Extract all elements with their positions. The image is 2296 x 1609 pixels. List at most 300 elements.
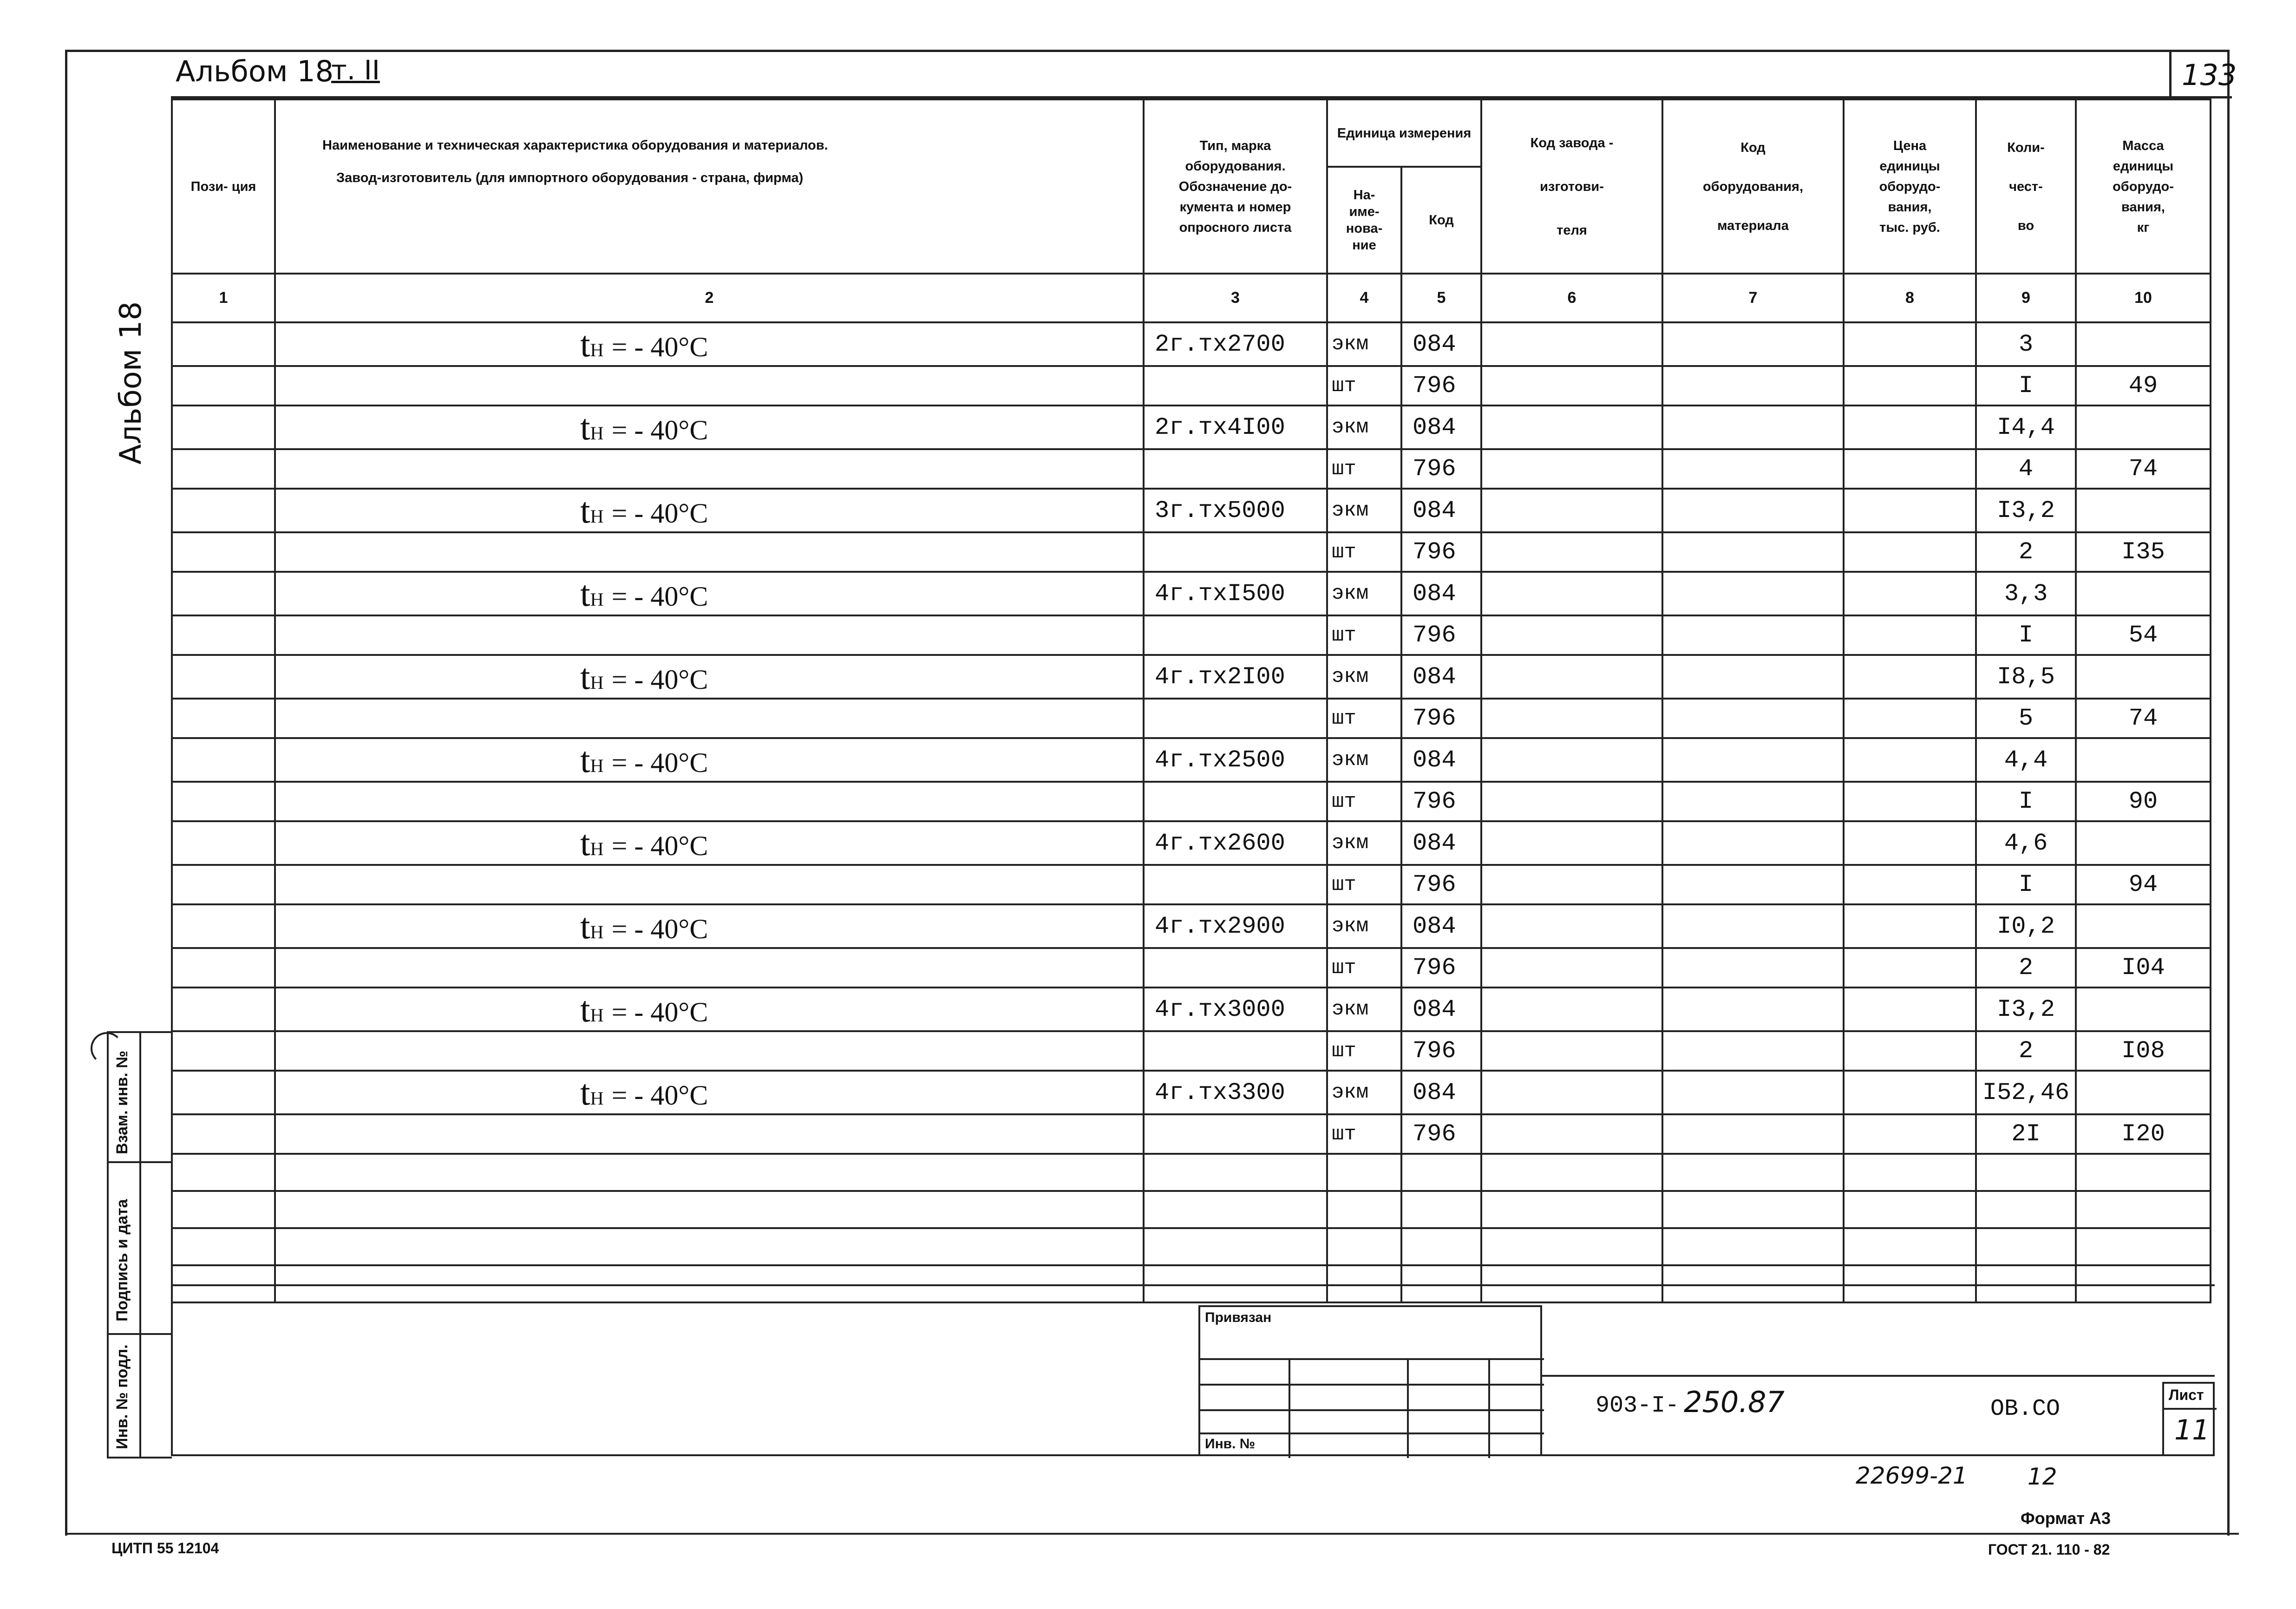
col-price-line: вания, — [1888, 199, 1932, 215]
corner-notch-icon — [91, 1032, 123, 1065]
cell-mass: 90 — [2076, 782, 2211, 821]
item-temp-value: = - 40°C — [611, 415, 708, 445]
cell-price — [1844, 1031, 1976, 1071]
cell-price — [1844, 572, 1976, 615]
item-row-main — [172, 489, 2211, 532]
cell-position — [172, 988, 275, 1031]
cell-type — [1144, 532, 1327, 572]
cell-position — [172, 366, 275, 406]
item-temp-value: = - 40°C — [611, 747, 708, 778]
cell-unit-code: 796 — [1401, 865, 1481, 904]
col-equip-code-line: Код — [1740, 140, 1766, 155]
privyazan-line — [1200, 1384, 1544, 1386]
col-type-line: Обозначение до- — [1178, 179, 1292, 194]
cell-type: 4г.тх2500 — [1144, 738, 1327, 782]
item-temp-subscript: Н — [590, 423, 605, 444]
col-equip-code-line: материала — [1717, 218, 1789, 233]
item-temp-subscript: Н — [590, 922, 605, 942]
item-row-unit — [172, 865, 2211, 904]
col-price-header — [1844, 99, 1976, 274]
cell-type — [1144, 699, 1327, 738]
col-price-line: Цена — [1893, 138, 1927, 153]
cell-item-name — [275, 489, 1144, 532]
cell-price — [1844, 865, 1976, 904]
cell-mass — [2076, 489, 2211, 532]
cell-position — [172, 406, 275, 449]
col-number: 8 — [1844, 274, 1976, 322]
item-temp-symbol: t — [580, 573, 590, 614]
item-temp-symbol: t — [580, 906, 590, 946]
cell-type: 4г.тх3300 — [1144, 1071, 1327, 1114]
cell-unit: экм — [1327, 406, 1401, 449]
item-temp-symbol: t — [580, 490, 590, 530]
cell-quantity: I — [1976, 782, 2076, 821]
col-number: 9 — [1976, 274, 2076, 322]
cell-item-name — [275, 449, 1144, 489]
col-number: 10 — [2076, 274, 2211, 322]
col-number: 4 — [1327, 274, 1401, 322]
cell-equip-code — [1662, 865, 1844, 904]
cell-mass: 49 — [2076, 366, 2211, 406]
col-unit-code-header: Код — [1401, 167, 1481, 274]
cell-quantity: I — [1976, 865, 2076, 904]
cell-unit-code: 084 — [1401, 322, 1481, 366]
side-stamp-inner-line — [139, 1031, 141, 1459]
item-row-unit — [172, 948, 2211, 988]
cell-unit: шт — [1327, 948, 1401, 988]
archive-sheet: 12 — [2028, 1463, 2057, 1490]
cell-type: 3г.тх5000 — [1144, 489, 1327, 532]
cell-factory-code — [1481, 782, 1662, 821]
col-unit-group-header: Единица измерения — [1327, 99, 1481, 167]
cell-mass: 74 — [2076, 699, 2211, 738]
cell-unit: шт — [1327, 1114, 1401, 1154]
album-label: Альбом 18 — [176, 54, 334, 88]
cell-factory-code — [1481, 366, 1662, 406]
item-temp-value: = - 40°C — [611, 914, 708, 944]
cell-factory-code — [1481, 615, 1662, 655]
col-name-title-2: Завод-изготовитель (для импортного оборудования - страна, фирма) — [336, 170, 804, 185]
cell-equip-code — [1662, 1071, 1844, 1114]
sheet-header — [171, 50, 2168, 96]
item-row-unit — [172, 1114, 2211, 1154]
cell-factory-code — [1481, 532, 1662, 572]
footer-left-code: ЦИТП 55 12104 — [111, 1540, 219, 1557]
cell-unit: экм — [1327, 738, 1401, 782]
cell-unit-code: 084 — [1401, 738, 1481, 782]
cell-item-name — [275, 322, 1144, 366]
col-number: 7 — [1662, 274, 1844, 322]
cell-price — [1844, 366, 1976, 406]
cell-item-name — [275, 865, 1144, 904]
cell-unit: экм — [1327, 904, 1401, 948]
cell-quantity: I3,2 — [1976, 988, 2076, 1031]
cell-type: 4г.тх3000 — [1144, 988, 1327, 1031]
col-unit-name-line: нова- — [1346, 221, 1383, 236]
col-price-line: единицы — [1879, 158, 1940, 174]
col-name-header — [275, 99, 1144, 274]
col-mass-header — [2076, 99, 2211, 274]
empty-rows — [172, 1154, 2211, 1302]
cell-item-name — [275, 699, 1144, 738]
item-temp-value: = - 40°C — [611, 1080, 708, 1111]
cell-factory-code — [1481, 322, 1662, 366]
cell-equip-code — [1662, 615, 1844, 655]
cell-price — [1844, 532, 1976, 572]
cell-position — [172, 1114, 275, 1154]
item-row-unit — [172, 366, 2211, 406]
col-type-line: опросного листа — [1179, 220, 1292, 235]
cell-mass: 94 — [2076, 865, 2211, 904]
cell-price — [1844, 449, 1976, 489]
cell-item-name — [275, 1114, 1144, 1154]
cell-position — [172, 865, 275, 904]
col-type-header — [1144, 99, 1327, 274]
cell-type — [1144, 1114, 1327, 1154]
col-mass-line: кг — [2137, 220, 2150, 235]
cell-mass — [2076, 322, 2211, 366]
cell-factory-code — [1481, 1071, 1662, 1114]
doc-code-prefix: 903-I- — [1596, 1393, 1680, 1419]
cell-unit: шт — [1327, 532, 1401, 572]
col-number: 3 — [1144, 274, 1327, 322]
col-qty-line: во — [2017, 218, 2034, 233]
doc-code-number: 250.87 — [1684, 1385, 1785, 1419]
item-temp-symbol: t — [580, 324, 590, 364]
cell-mass — [2076, 572, 2211, 615]
cell-unit-code: 084 — [1401, 1071, 1481, 1114]
col-qty-header — [1976, 99, 2076, 274]
cell-factory-code — [1481, 655, 1662, 699]
col-price-line: тыс. руб. — [1879, 220, 1940, 235]
cell-type: 4г.тх2900 — [1144, 904, 1327, 948]
col-factory-line: изготови- — [1540, 179, 1604, 194]
cell-position — [172, 1031, 275, 1071]
cell-factory-code — [1481, 449, 1662, 489]
cell-factory-code — [1481, 699, 1662, 738]
item-temp-symbol: t — [580, 656, 590, 697]
empty-row — [172, 1154, 2211, 1191]
item-row-main — [172, 738, 2211, 782]
col-price-line: оборудо- — [1879, 179, 1941, 194]
cell-factory-code — [1481, 821, 1662, 865]
cell-item-name — [275, 572, 1144, 615]
cell-factory-code — [1481, 1031, 1662, 1071]
cell-unit-code: 796 — [1401, 699, 1481, 738]
list-label: Лист — [2169, 1387, 2204, 1403]
cell-item-name — [275, 1031, 1144, 1071]
cell-equip-code — [1662, 699, 1844, 738]
cell-position — [172, 322, 275, 366]
cell-unit-code: 084 — [1401, 572, 1481, 615]
item-temp-subscript: Н — [590, 672, 605, 693]
cell-item-name — [275, 1071, 1144, 1114]
section-code: ОВ.СО — [1990, 1396, 2061, 1422]
cell-mass — [2076, 821, 2211, 865]
privyazan-vline — [1407, 1358, 1409, 1458]
privyazan-box — [1198, 1305, 1542, 1456]
item-temp-value: = - 40°C — [611, 581, 708, 612]
cell-unit: шт — [1327, 865, 1401, 904]
item-row-unit — [172, 782, 2211, 821]
cell-item-name — [275, 904, 1144, 948]
item-temp-symbol: t — [580, 823, 590, 863]
cell-equip-code — [1662, 988, 1844, 1031]
cell-quantity: I8,5 — [1976, 655, 2076, 699]
cell-position — [172, 821, 275, 865]
cell-item-name — [275, 532, 1144, 572]
cell-unit: экм — [1327, 655, 1401, 699]
doc-code-line — [1542, 1375, 2215, 1377]
cell-price — [1844, 699, 1976, 738]
cell-unit: шт — [1327, 782, 1401, 821]
item-temp-subscript: Н — [590, 838, 605, 859]
cell-item-name — [275, 366, 1144, 406]
col-mass-line: единицы — [2113, 158, 2174, 174]
cell-price — [1844, 1114, 1976, 1154]
cell-position — [172, 449, 275, 489]
privyazan-vline — [1289, 1358, 1290, 1458]
cell-unit: экм — [1327, 1071, 1401, 1114]
item-temp-symbol: t — [580, 989, 590, 1029]
cell-quantity: 5 — [1976, 699, 2076, 738]
cell-quantity: 4,6 — [1976, 821, 2076, 865]
cell-unit: шт — [1327, 366, 1401, 406]
col-type-line: кумента и номер — [1179, 199, 1291, 215]
cell-factory-code — [1481, 572, 1662, 615]
side-album-label: Альбом 18 — [114, 301, 148, 464]
cell-unit-code: 796 — [1401, 1031, 1481, 1071]
cell-price — [1844, 738, 1976, 782]
item-temp-subscript: Н — [590, 1005, 605, 1026]
cell-unit-code: 084 — [1401, 655, 1481, 699]
privyazan-line — [1200, 1409, 1544, 1411]
cell-equip-code — [1662, 532, 1844, 572]
cell-equip-code — [1662, 821, 1844, 865]
item-temp-value: = - 40°C — [611, 498, 708, 529]
sheet-frame-bottom — [65, 1533, 2239, 1535]
cell-price — [1844, 821, 1976, 865]
cell-quantity: 4 — [1976, 449, 2076, 489]
list-number: 11 — [2174, 1414, 2210, 1446]
item-temp-value: = - 40°C — [611, 997, 708, 1027]
archive-number: 22699-21 — [1856, 1462, 1968, 1489]
cell-mass — [2076, 1071, 2211, 1114]
item-temp-subscript: Н — [590, 506, 605, 527]
cell-mass — [2076, 655, 2211, 699]
cell-type — [1144, 615, 1327, 655]
cell-type — [1144, 1031, 1327, 1071]
cell-quantity: I52,46 — [1976, 1071, 2076, 1114]
cell-mass — [2076, 988, 2211, 1031]
item-row-main — [172, 655, 2211, 699]
volume-label: т. II — [331, 54, 380, 86]
item-temp-subscript: Н — [590, 755, 605, 776]
cell-type — [1144, 366, 1327, 406]
cell-unit-code: 796 — [1401, 1114, 1481, 1154]
stamp-vzam-label: Взам. инв. № — [113, 1050, 131, 1154]
cell-quantity: 2 — [1976, 948, 2076, 988]
cell-position — [172, 655, 275, 699]
cell-equip-code — [1662, 1114, 1844, 1154]
cell-factory-code — [1481, 738, 1662, 782]
cell-quantity: I0,2 — [1976, 904, 2076, 948]
cell-factory-code — [1481, 904, 1662, 948]
cell-equip-code — [1662, 322, 1844, 366]
col-position-title: Пози- ция — [190, 179, 256, 194]
cell-price — [1844, 406, 1976, 449]
item-row-unit — [172, 449, 2211, 489]
cell-quantity: 3,3 — [1976, 572, 2076, 615]
cell-type: 2г.тх4I00 — [1144, 406, 1327, 449]
cell-item-name — [275, 615, 1144, 655]
cell-unit: шт — [1327, 449, 1401, 489]
specification-table — [171, 98, 2211, 1303]
cell-unit: экм — [1327, 322, 1401, 366]
item-temp-value: = - 40°C — [611, 664, 708, 695]
cell-equip-code — [1662, 489, 1844, 532]
col-type-line: оборудования. — [1185, 158, 1286, 174]
col-mass-line: вания, — [2121, 199, 2165, 215]
cell-position — [172, 699, 275, 738]
cell-item-name — [275, 988, 1144, 1031]
cell-type: 4г.тх2600 — [1144, 821, 1327, 865]
cell-unit: экм — [1327, 988, 1401, 1031]
col-number: 2 — [275, 274, 1144, 322]
cell-quantity: 3 — [1976, 322, 2076, 366]
page-number-box — [2169, 50, 2237, 98]
col-equip-code-line: оборудования, — [1702, 179, 1804, 194]
cell-unit-code: 796 — [1401, 782, 1481, 821]
cell-type — [1144, 948, 1327, 988]
cell-mass: 54 — [2076, 615, 2211, 655]
format-label: Формат А3 — [2021, 1509, 2111, 1528]
cell-unit: экм — [1327, 489, 1401, 532]
cell-type: 2г.тх2700 — [1144, 322, 1327, 366]
cell-equip-code — [1662, 782, 1844, 821]
cell-price — [1844, 655, 1976, 699]
cell-price — [1844, 489, 1976, 532]
cell-item-name — [275, 738, 1144, 782]
col-factory-line: теля — [1557, 222, 1587, 238]
cell-quantity: 4,4 — [1976, 738, 2076, 782]
inv-no-label: Инв. № — [1205, 1436, 1256, 1452]
item-temp-value: = - 40°C — [611, 332, 708, 362]
cell-price — [1844, 782, 1976, 821]
cell-mass — [2076, 406, 2211, 449]
cell-position — [172, 948, 275, 988]
cell-equip-code — [1662, 948, 1844, 988]
cell-type: 4г.тх2I00 — [1144, 655, 1327, 699]
item-row-unit — [172, 532, 2211, 572]
col-unit-name-line: име- — [1349, 204, 1380, 219]
item-row-main — [172, 322, 2211, 366]
item-row-main — [172, 988, 2211, 1031]
cell-price — [1844, 988, 1976, 1031]
footer-gost: ГОСТ 21. 110 - 82 — [1988, 1541, 2110, 1558]
cell-factory-code — [1481, 865, 1662, 904]
item-row-main — [172, 904, 2211, 948]
cell-factory-code — [1481, 948, 1662, 988]
cell-unit-code: 084 — [1401, 988, 1481, 1031]
cell-position — [172, 1071, 275, 1114]
cell-type: 4г.тхI500 — [1144, 572, 1327, 615]
col-number: 1 — [172, 274, 275, 322]
item-temp-symbol: t — [580, 1072, 590, 1112]
cell-item-name — [275, 655, 1144, 699]
cell-equip-code — [1662, 904, 1844, 948]
stamp-podpis-label: Подпись и дата — [113, 1199, 131, 1321]
col-number: 6 — [1481, 274, 1662, 322]
cell-item-name — [275, 406, 1144, 449]
cell-item-name — [275, 782, 1144, 821]
col-unit-name-header — [1327, 167, 1401, 274]
cell-price — [1844, 948, 1976, 988]
cell-price — [1844, 1071, 1976, 1114]
cell-position — [172, 782, 275, 821]
cell-type — [1144, 782, 1327, 821]
col-unit-name-line: ние — [1352, 238, 1376, 253]
col-name-title-1: Наименование и техническая характеристика оборудования и материалов. — [322, 138, 828, 153]
title-block — [171, 1284, 2215, 1456]
cell-quantity: I3,2 — [1976, 489, 2076, 532]
cell-mass: I20 — [2076, 1114, 2211, 1154]
cell-factory-code — [1481, 489, 1662, 532]
cell-unit: экм — [1327, 821, 1401, 865]
item-row-unit — [172, 699, 2211, 738]
cell-unit-code: 796 — [1401, 449, 1481, 489]
col-factory-line: Код завода - — [1530, 135, 1614, 150]
cell-quantity: I — [1976, 366, 2076, 406]
cell-item-name — [275, 821, 1144, 865]
cell-quantity: I4,4 — [1976, 406, 2076, 449]
item-row-main — [172, 821, 2211, 865]
col-type-line: Тип, марка — [1199, 138, 1271, 153]
cell-price — [1844, 322, 1976, 366]
cell-equip-code — [1662, 1031, 1844, 1071]
cell-position — [172, 615, 275, 655]
cell-position — [172, 489, 275, 532]
cell-mass: I35 — [2076, 532, 2211, 572]
cell-position — [172, 572, 275, 615]
cell-equip-code — [1662, 406, 1844, 449]
item-rows — [172, 322, 2211, 1154]
cell-factory-code — [1481, 406, 1662, 449]
cell-factory-code — [1481, 988, 1662, 1031]
empty-row — [172, 1191, 2211, 1228]
cell-unit-code: 084 — [1401, 821, 1481, 865]
cell-mass: 74 — [2076, 449, 2211, 489]
list-box — [2162, 1382, 2215, 1456]
cell-equip-code — [1662, 655, 1844, 699]
cell-equip-code — [1662, 738, 1844, 782]
col-factory-header — [1481, 99, 1662, 274]
col-qty-line: чест- — [2009, 179, 2043, 194]
col-equip-code-header — [1662, 99, 1844, 274]
cell-type — [1144, 865, 1327, 904]
item-temp-subscript: Н — [590, 589, 605, 610]
header-row-1 — [172, 99, 2211, 167]
cell-unit-code: 796 — [1401, 532, 1481, 572]
cell-mass: I04 — [2076, 948, 2211, 988]
col-mass-line: оборудо- — [2113, 179, 2174, 194]
cell-type — [1144, 449, 1327, 489]
item-temp-subscript: Н — [590, 340, 605, 360]
page-number: 133 — [2182, 58, 2237, 92]
cell-quantity: 2 — [1976, 532, 2076, 572]
cell-position — [172, 904, 275, 948]
privyazan-label: Привязан — [1205, 1310, 1272, 1325]
